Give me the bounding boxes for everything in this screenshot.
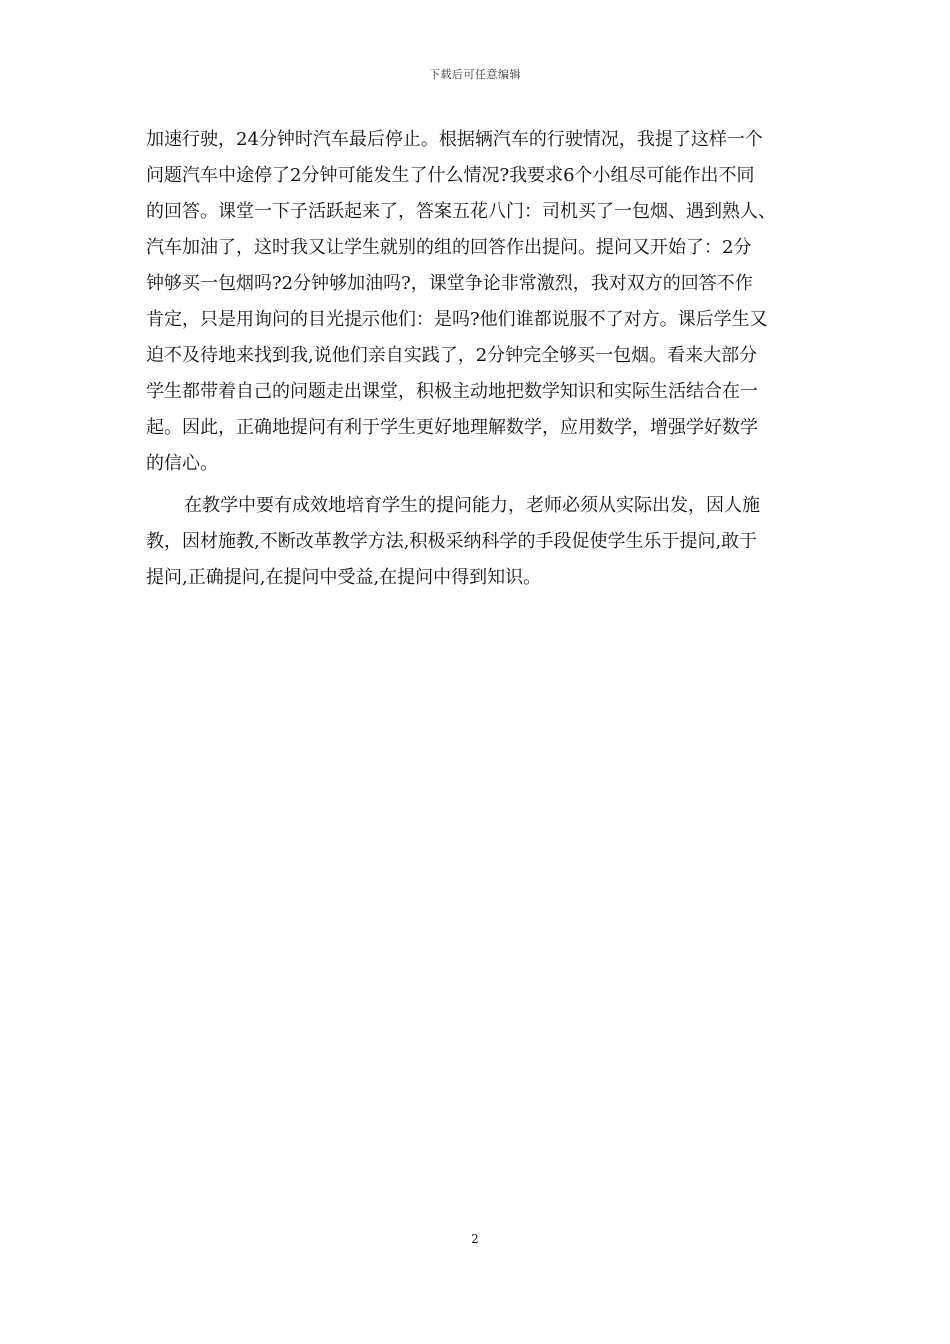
text-line: 教，因材施教,不断改革教学方法,积极采纳科学的手段促使学生乐于提问,敢于 xyxy=(146,531,758,552)
paragraph-2 xyxy=(146,488,806,596)
text-line: 肯定，只是用询问的目光提示他们：是吗?他们谁都说服不了对方。课后学生又 xyxy=(146,309,768,330)
text-line: 的信心。 xyxy=(146,453,218,474)
text-line: 起。因此，正确地提问有利于学生更好地理解数学，应用数学，增强学好数学 xyxy=(146,417,758,438)
page-number: 2 xyxy=(471,1232,479,1246)
text-line: 的回答。课堂一下子活跃起来了，答案五花八门：司机买了一包烟、遇到熟人、 xyxy=(146,201,776,222)
paragraph-1 xyxy=(146,122,806,482)
text-line: 问题汽车中途停了2分钟可能发生了什么情况?我要求6个小组尽可能作出不同 xyxy=(146,165,755,186)
text-line: 钟够买一包烟吗?2分钟够加油吗?，课堂争论非常激烈，我对双方的回答不作 xyxy=(146,273,753,294)
text-line: 提问,正确提问,在提问中受益,在提问中得到知识。 xyxy=(146,567,542,588)
text-line: 在教学中要有成效地培育学生的提问能力，老师必须从实际出发，因人施 xyxy=(184,495,760,516)
text-line: 学生都带着自己的问题走出课堂，积极主动地把数学知识和实际生活结合在一 xyxy=(146,381,758,402)
text-line: 汽车加油了，这时我又让学生就别的组的回答作出提问。提问又开始了：2分 xyxy=(146,237,752,258)
text-line: 加速行驶，24分钟时汽车最后停止。根据辆汽车的行驶情况，我提了这样一个 xyxy=(146,129,763,150)
document-body xyxy=(146,122,806,596)
page-header: 下载后可任意编辑 xyxy=(429,68,521,81)
text-line: 迫不及待地来找到我,说他们亲自实践了，2分钟完全够买一包烟。看来大部分 xyxy=(146,345,758,366)
